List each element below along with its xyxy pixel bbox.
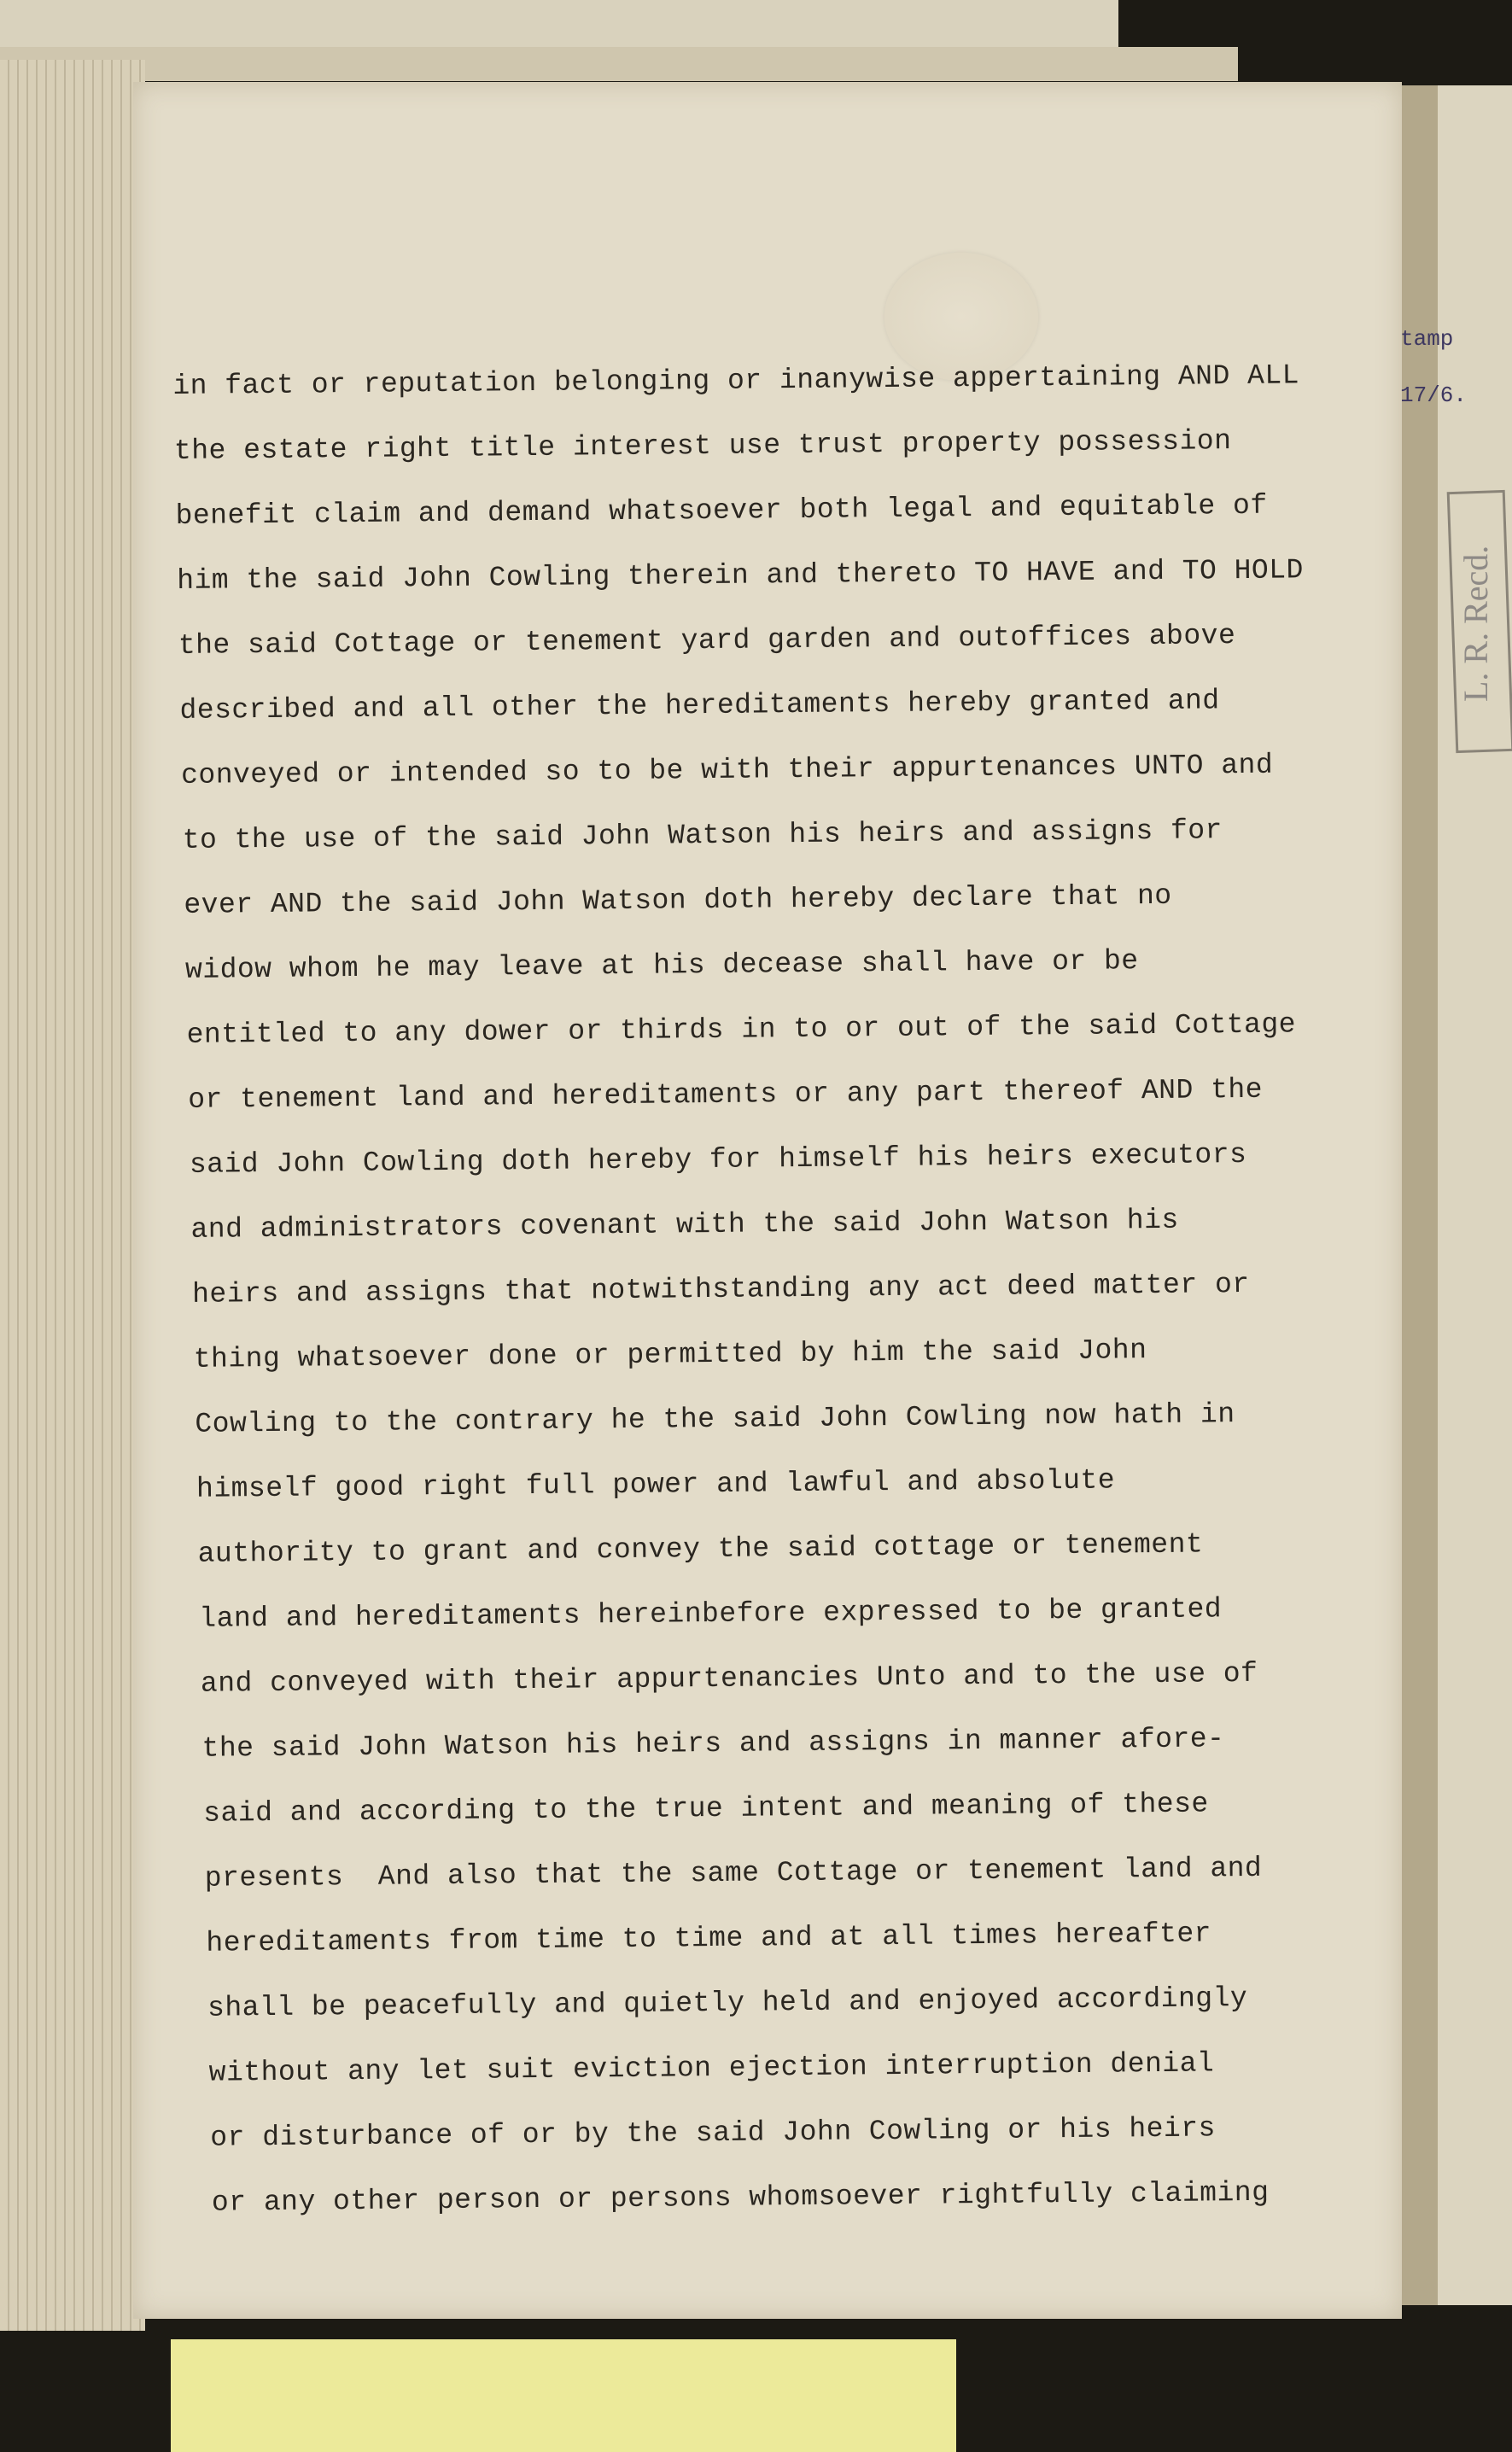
margin-stamp-label: tamp — [1400, 326, 1454, 352]
text-line: to the use of the said John Watson his heirs and assigns for — [182, 814, 1223, 856]
text-line: land and hereditaments hereinbefore expressed to be granted — [199, 1593, 1223, 1635]
binding-gutter — [1400, 85, 1438, 2305]
underlying-page-top — [0, 0, 1118, 51]
text-line: said and according to the true intent and meaning of these — [203, 1788, 1209, 1830]
text-line: entitled to any dower or thirds in to or out of the said Cottage — [186, 1008, 1297, 1051]
text-line: the said John Watson his heirs and assigns in manner afore- — [201, 1723, 1225, 1765]
text-line: himself good right full power and lawful and absolute — [196, 1464, 1116, 1505]
text-line: him the said John Cowling therein and thereto TO HAVE and TO HOLD — [177, 554, 1305, 597]
text-line: in fact or reputation belonging or inanywise appertaining AND ALL — [172, 359, 1300, 402]
text-line: without any let suit eviction ejection interruption denial — [208, 2047, 1215, 2089]
underlying-page-edge — [0, 47, 1238, 81]
text-line: ever AND the said John Watson doth hereby declare that no — [184, 879, 1172, 921]
typed-text-body — [172, 343, 1320, 2236]
text-line: conveyed or intended so to be with their appurtenances UNTO and — [180, 749, 1274, 791]
text-line: thing whatsoever done or permitted by him the said John — [193, 1334, 1147, 1375]
text-line: and administrators covenant with the said John Watson his — [190, 1204, 1179, 1246]
text-line: presents And also that the same Cottage or tenement land and — [204, 1852, 1263, 1894]
text-line: authority to grant and convey the said cottage or tenement — [197, 1528, 1204, 1570]
text-line: the said Cottage or tenement yard garden and outoffices above — [178, 620, 1236, 662]
text-line: or disturbance of or by the said John Cowling or his heirs — [210, 2112, 1217, 2154]
margin-stamp-amount: 17/6. — [1400, 382, 1468, 408]
paper-slip — [171, 2339, 956, 2452]
text-line: or any other person or persons whomsoever rightfully claiming — [211, 2176, 1270, 2219]
text-line: widow whom he may leave at his decease shall have or be — [184, 945, 1139, 986]
text-line: the estate right title interest use trust property possession — [173, 425, 1232, 467]
text-line: shall be peacefully and quietly held and enjoyed accordingly — [207, 1982, 1248, 2024]
text-line: heirs and assigns that notwithstanding any act deed matter or — [191, 1268, 1250, 1311]
text-line: benefit claim and demand whatsoever both legal and equitable of — [175, 489, 1268, 532]
text-line: described and all other the hereditaments hereby granted and — [179, 685, 1220, 727]
text-line: Cowling to the contrary he the said John Cowling now hath in — [195, 1398, 1235, 1440]
text-line: hereditaments from time to time and at all times hereafter — [206, 1918, 1212, 1959]
text-line: or tenement land and hereditaments or any part thereof AND the — [188, 1073, 1264, 1116]
registration-stamp-text: L. R. Recd. — [1457, 545, 1495, 702]
page-stack-edges — [0, 60, 145, 2331]
text-line: said John Cowling doth hereby for himself his heirs executors — [189, 1138, 1247, 1181]
text-line: and conveyed with their appurtenancies Unto and to the use of — [200, 1657, 1258, 1700]
